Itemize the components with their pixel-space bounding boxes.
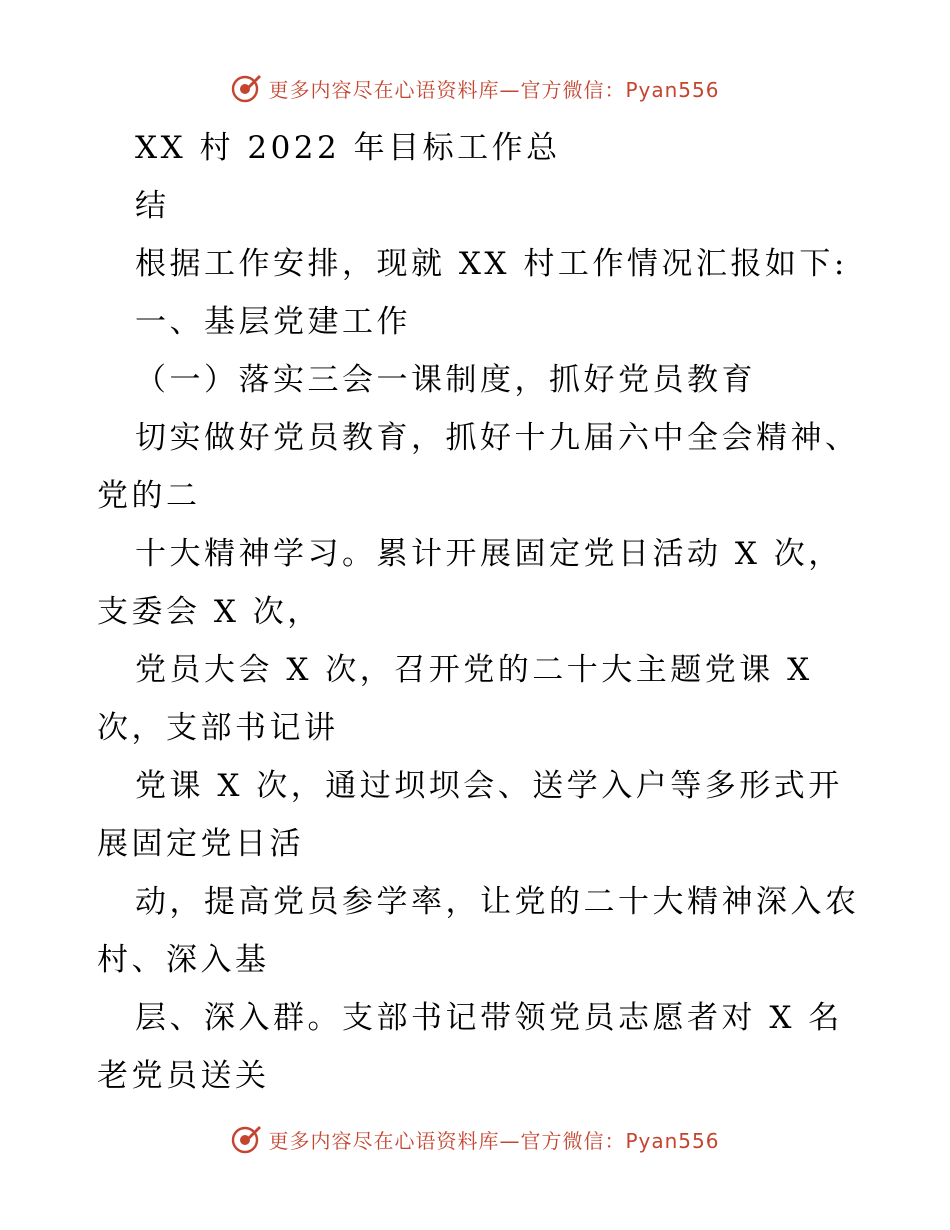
watermark-header xyxy=(0,66,950,110)
paragraph-line: 党员大会 X 次，召开党的二十大主题党课 X xyxy=(135,652,813,688)
paragraph-line: 十大精神学习。累计开展固定党日活动 X 次， xyxy=(135,536,843,572)
paragraph-line: 切实做好党员教育，抓好十九届六中全会精神、 xyxy=(135,420,860,456)
paragraph-line: 动，提高党员参学率，让党的二十大精神深入农 xyxy=(135,884,860,920)
paragraph-line: 层、深入群。支部书记带领党员志愿者对 X 名 xyxy=(135,1000,843,1036)
paragraph-line: 展固定党日活 xyxy=(97,826,304,862)
paragraph-line: 根据工作安排，现就 XX 村工作情况汇报如下: xyxy=(135,246,848,282)
pen-seal-icon xyxy=(230,72,262,104)
watermark-text: 更多内容尽在心语资料库—官方微信：Pyan556 xyxy=(268,1128,720,1153)
paragraph-line: 村、深入基 xyxy=(97,942,270,978)
subsection-heading: （一）落实三会一课制度，抓好党员教育 xyxy=(135,362,756,398)
paragraph-line: 党课 X 次，通过坝坝会、送学入户等多形式开 xyxy=(135,768,843,804)
watermark-text: 更多内容尽在心语资料库—官方微信：Pyan556 xyxy=(268,77,720,102)
pen-seal-icon xyxy=(230,1123,262,1155)
document-title-line-1: XX 村 2022 年目标工作总 xyxy=(135,130,561,166)
watermark-footer xyxy=(0,1117,950,1161)
paragraph-line: 支委会 X 次， xyxy=(97,594,322,630)
section-heading: 一、基层党建工作 xyxy=(135,304,411,340)
paragraph-line: 党的二 xyxy=(97,478,201,514)
paragraph-line: 次，支部书记讲 xyxy=(97,710,339,746)
paragraph-line: 老党员送关 xyxy=(97,1058,270,1094)
document-title-line-2: 结 xyxy=(135,188,170,224)
